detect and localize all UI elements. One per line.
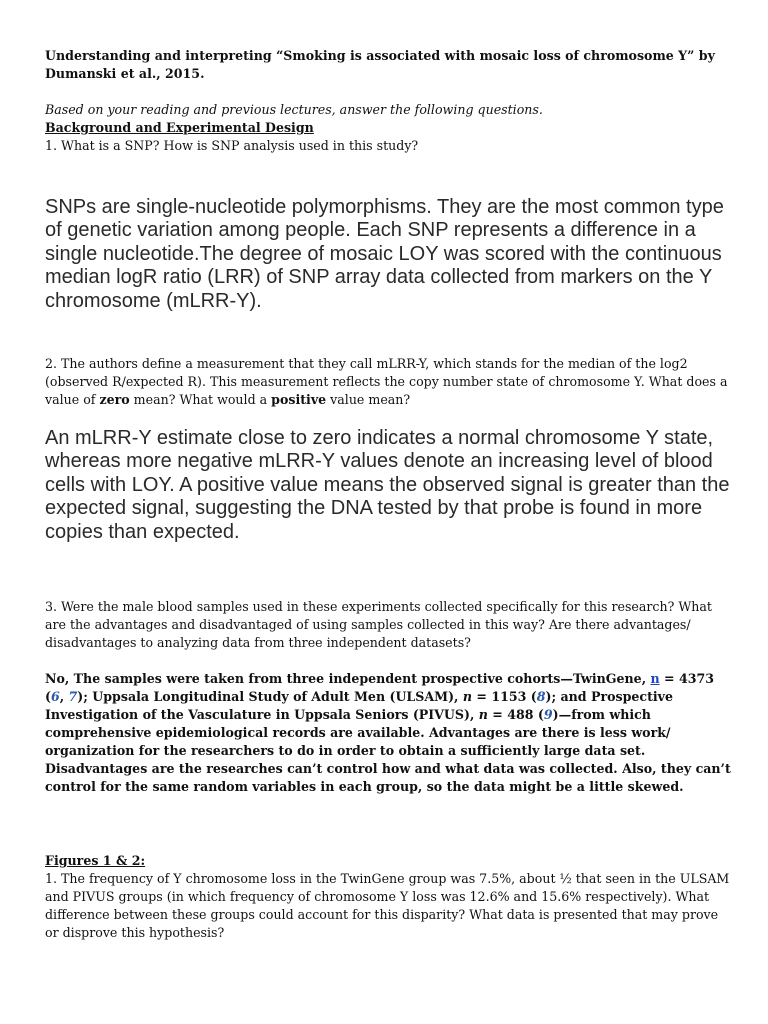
question-2: 2. The authors define a measurement that they call mLRR-Y, which stands for the median of the log2 (observed R/expected R). This measurement reflects the copy number state of chromosome Y. What does a value of zero mean? What would a positive value mean? <box>45 356 728 407</box>
answer-3: No, The samples were taken from three independent prospective cohorts—TwinGene, n = 4373 (6, 7); Uppsala Longitudinal Study of Adult Men (ULSAM), n = 1153 (8); and Prospective Investigation of the Vasculature in Uppsala Seniors (PIVUS), n = 488 (9)—from which comprehensive epidemiological records are available. Advantages are there is less work/ organization for the researchers to do in order to obtain a sufficiently large data set. Disadvantages are the researches can’t control how and what data was collected. Also, they can’t control for the same random variables in each group, so the data might be a little skewed. <box>45 671 731 794</box>
reference-8[interactable]: 8 <box>536 689 546 704</box>
emphasis-positive: positive <box>271 392 327 407</box>
figures-question-1: 1. The frequency of Y chromosome loss in the TwinGene group was 7.5%, about ½ that seen in the ULSAM and PIVUS groups (in which frequency of chromosome Y loss was 12.6% and 15.6% respectively). What difference between these groups could account for this disparity? What data is presented that may prove or disprove this hypothesis? <box>45 871 730 940</box>
n-link[interactable]: n <box>650 671 660 686</box>
section-heading-background: Background and Experimental Design <box>45 120 314 135</box>
instructions: Based on your reading and previous lectures, answer the following questions. <box>45 102 543 117</box>
title-line-2: Dumanski et al., 2015. <box>45 66 205 81</box>
reference-6[interactable]: 6 <box>50 689 60 704</box>
section-heading-figures: Figures 1 & 2: <box>45 853 146 868</box>
answer-1: SNPs are single-nucleotide polymorphisms. They are the most common type of genetic variation among people. Each SNP represents a difference in a single nucleotide.The degree of mosaic LOY was scored with the continuous median logR ratio (LRR) of SNP array data collected from markers on the Y chromosome (mLRR-Y). <box>45 196 724 312</box>
title-line-1: Understanding and interpreting “Smoking is associated with mosaic loss of chromosome Y” by <box>45 48 715 63</box>
question-1: 1. What is a SNP? How is SNP analysis used in this study? <box>45 138 419 153</box>
reference-9[interactable]: 9 <box>543 707 553 722</box>
document-title <box>45 47 735 83</box>
emphasis-zero: zero <box>99 392 130 407</box>
answer-2: An mLRR-Y estimate close to zero indicates a normal chromosome Y state, whereas more negative mLRR-Y values denote an increasing level of blood cells with LOY. A positive value means the observed signal is greater than the expected signal, suggesting the DNA tested by that probe is found in more copies than expected. <box>45 427 730 543</box>
question-3: 3. Were the male blood samples used in these experiments collected specifically for this research? What are the advantages and disadvantaged of using samples collected in this way? Are there advantages/ disadvantages to analyzing data from three independent datasets? <box>45 599 712 650</box>
reference-7[interactable]: 7 <box>68 689 78 704</box>
